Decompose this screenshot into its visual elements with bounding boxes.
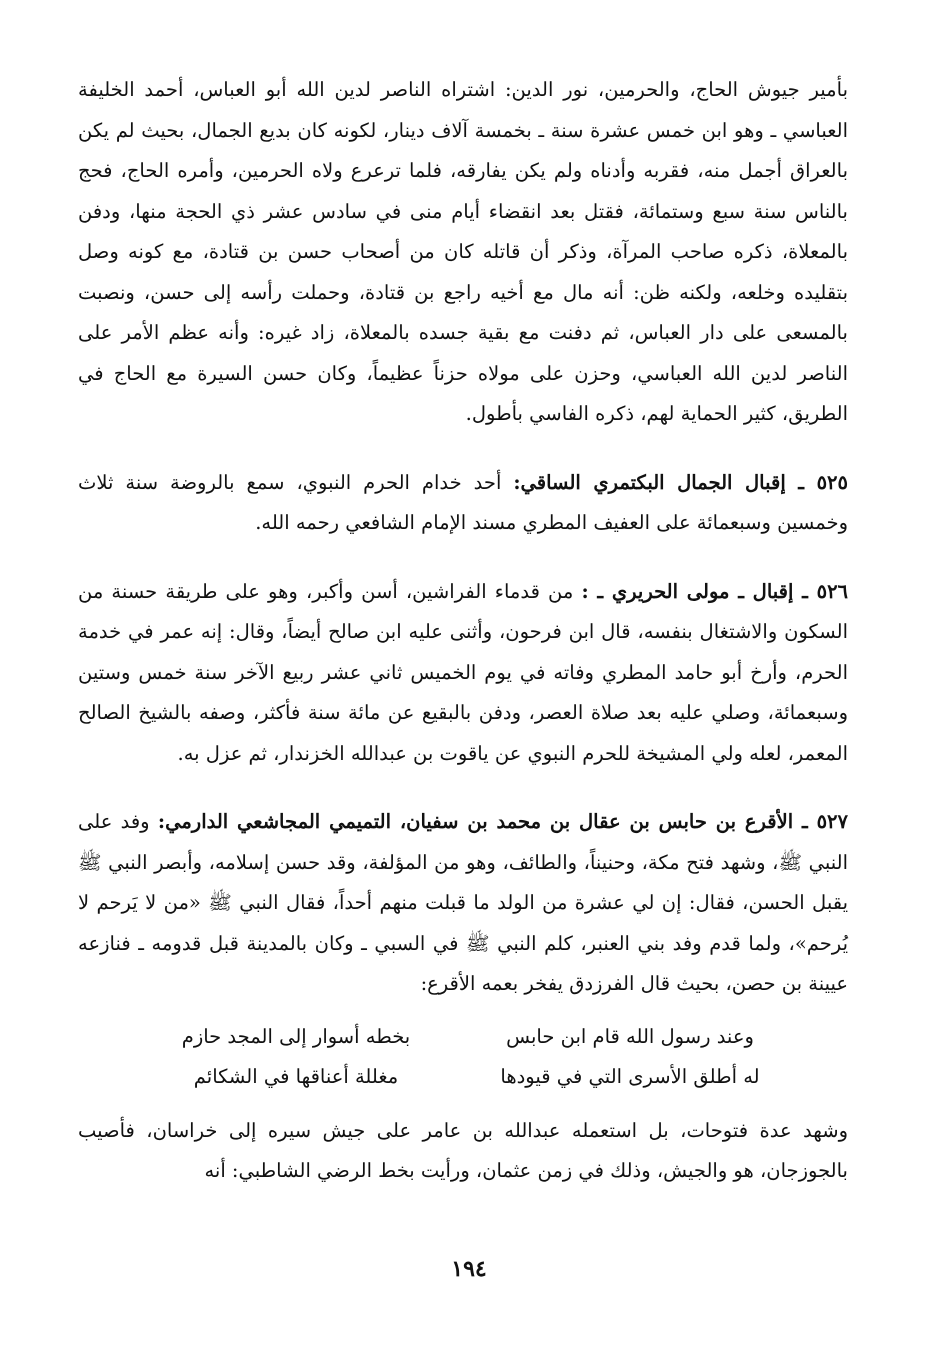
entry-heading: ٥٢٧ ـ الأقرع بن حابس بن عقال بن محمد بن سفيان، التميمي المجاشعي الدارمي: <box>157 810 848 833</box>
closing-text: وشهد عدة فتوحات، بل استعمله عبدالله بن عامر على جيش سيره إلى خراسان، فأصيب بالجوزجان، هو والجيش، وذلك في زمن عثمان، ورأيت بخط الرضي الشاطبي: أنه <box>78 1118 848 1182</box>
poem-first-hemistich: وعند رسول الله قام ابن حابس <box>506 1024 754 1048</box>
entry-text: من قدماء الفراشين، أسن وأكبر، وهو على طريقة حسنة من السكون والاشتغال بنفسه، قال ابن فرحون، وأثنى عليه ابن صالح أيضاً، وقال: إنه عمر في خدمة الحرم، وأرخ أبو حامد المطري وفاته في يوم الخميس ثاني عشر ربيع الآخر سنة خمس وستين وسبعمائة، وصلي عليه بعد صلاة العصر، ودفن بالبقيع عن مائة سنة فأكثر، وصفه بالشيخ الصالح المعمر، لعله ولي المشيخة للحرم النبوي عن ياقوت بن عبدالله الخزندار، ثم عزل به. <box>78 579 848 765</box>
entry-heading: ٥٢٥ ـ إقبال الجمال البكتمري الساقي: <box>513 470 848 494</box>
paragraph-continuation <box>78 70 848 435</box>
poem-verse <box>78 1057 848 1097</box>
page-number: ١٩٤ <box>451 1256 487 1282</box>
entry-text: أحد خدام الحرم النبوي، سمع بالروضة سنة ثلاث وخمسين وسبعمائة على العفيف المطري مسند الإمام الشافعي رحمه الله. <box>78 470 848 534</box>
entry-526 <box>78 572 848 775</box>
closing-paragraph <box>78 1111 848 1192</box>
poem <box>78 1017 848 1097</box>
entry-527 <box>78 802 848 1005</box>
entry-heading: ٥٢٦ ـ إقبال ـ مولى الحريري ـ : <box>581 579 849 603</box>
paragraph-text: بأمير جيوش الحاج، والحرمين، نور الدين: اشتراه الناصر لدين الله أبو العباس، أحمد الخليفة العباسي ـ وهو ابن خمس عشرة سنة ـ بخمسة آلاف دينار، لكونه كان بديع الجمال، بحيث لم يكن بالعراق أجمل منه، فقربه وأدناه ولم يكن يفارقه، فلما ترعرع ولاه الحرمين، وأمره الحاج، فحج بالناس سنة سبع وستمائة، فقتل بعد انقضاء أيام منى في سادس عشر ذي الحجة منها، ودفن بالمعلاة، ذكره صاحب المرآة، وذكر أن قاتله كان من أصحاب حسن بن قتادة، مع كونه وصل بتقليده وخلعه، ولكنه ظن: أنه مال مع أخيه راجع بن قتادة، وحملت رأسه إلى حسن، ونصبت بالمسعى على دار العباس، ثم دفنت مع بقية جسده بالمعلاة، زاد غيره: وأنه عظم الأمر على الناصر لدين الله العباسي، وحزن على مولاه حزناً عظيماً، وكان حسن السيرة مع الحاج في الطريق، كثير الحماية لهم، ذكره الفاسي بأطول. <box>78 78 848 425</box>
page-body <box>78 70 848 1192</box>
entry-text: وفد على النبي ﷺ، وشهد فتح مكة، وحنيناً، والطائف، وهو من المؤلفة، وقد حسن إسلامه، وأبصر النبي ﷺ يقبل الحسن، فقال: إن لي عشرة من الولد ما قبلت منهم أحداً، فقال النبي ﷺ «من لا يَرحم لا يُرحم»، ولما قدم وفد بني العنبر، كلم النبي ﷺ في السبي ـ وكان بالمدينة قبل قدومه ـ فنازعه عيينة بن حصن، بحيث قال الفرزدق يفخر بعمه الأقرع: <box>78 810 848 995</box>
poem-second-hemistich: بخطه أسوار إلى المجد حازم <box>181 1024 411 1048</box>
poem-first-hemistich: له أطلق الأسرى التي في قيودها <box>500 1064 760 1088</box>
poem-second-hemistich: مغللة أعناقها في الشكائم <box>193 1064 399 1088</box>
entry-525 <box>78 463 848 544</box>
poem-verse <box>78 1017 848 1057</box>
